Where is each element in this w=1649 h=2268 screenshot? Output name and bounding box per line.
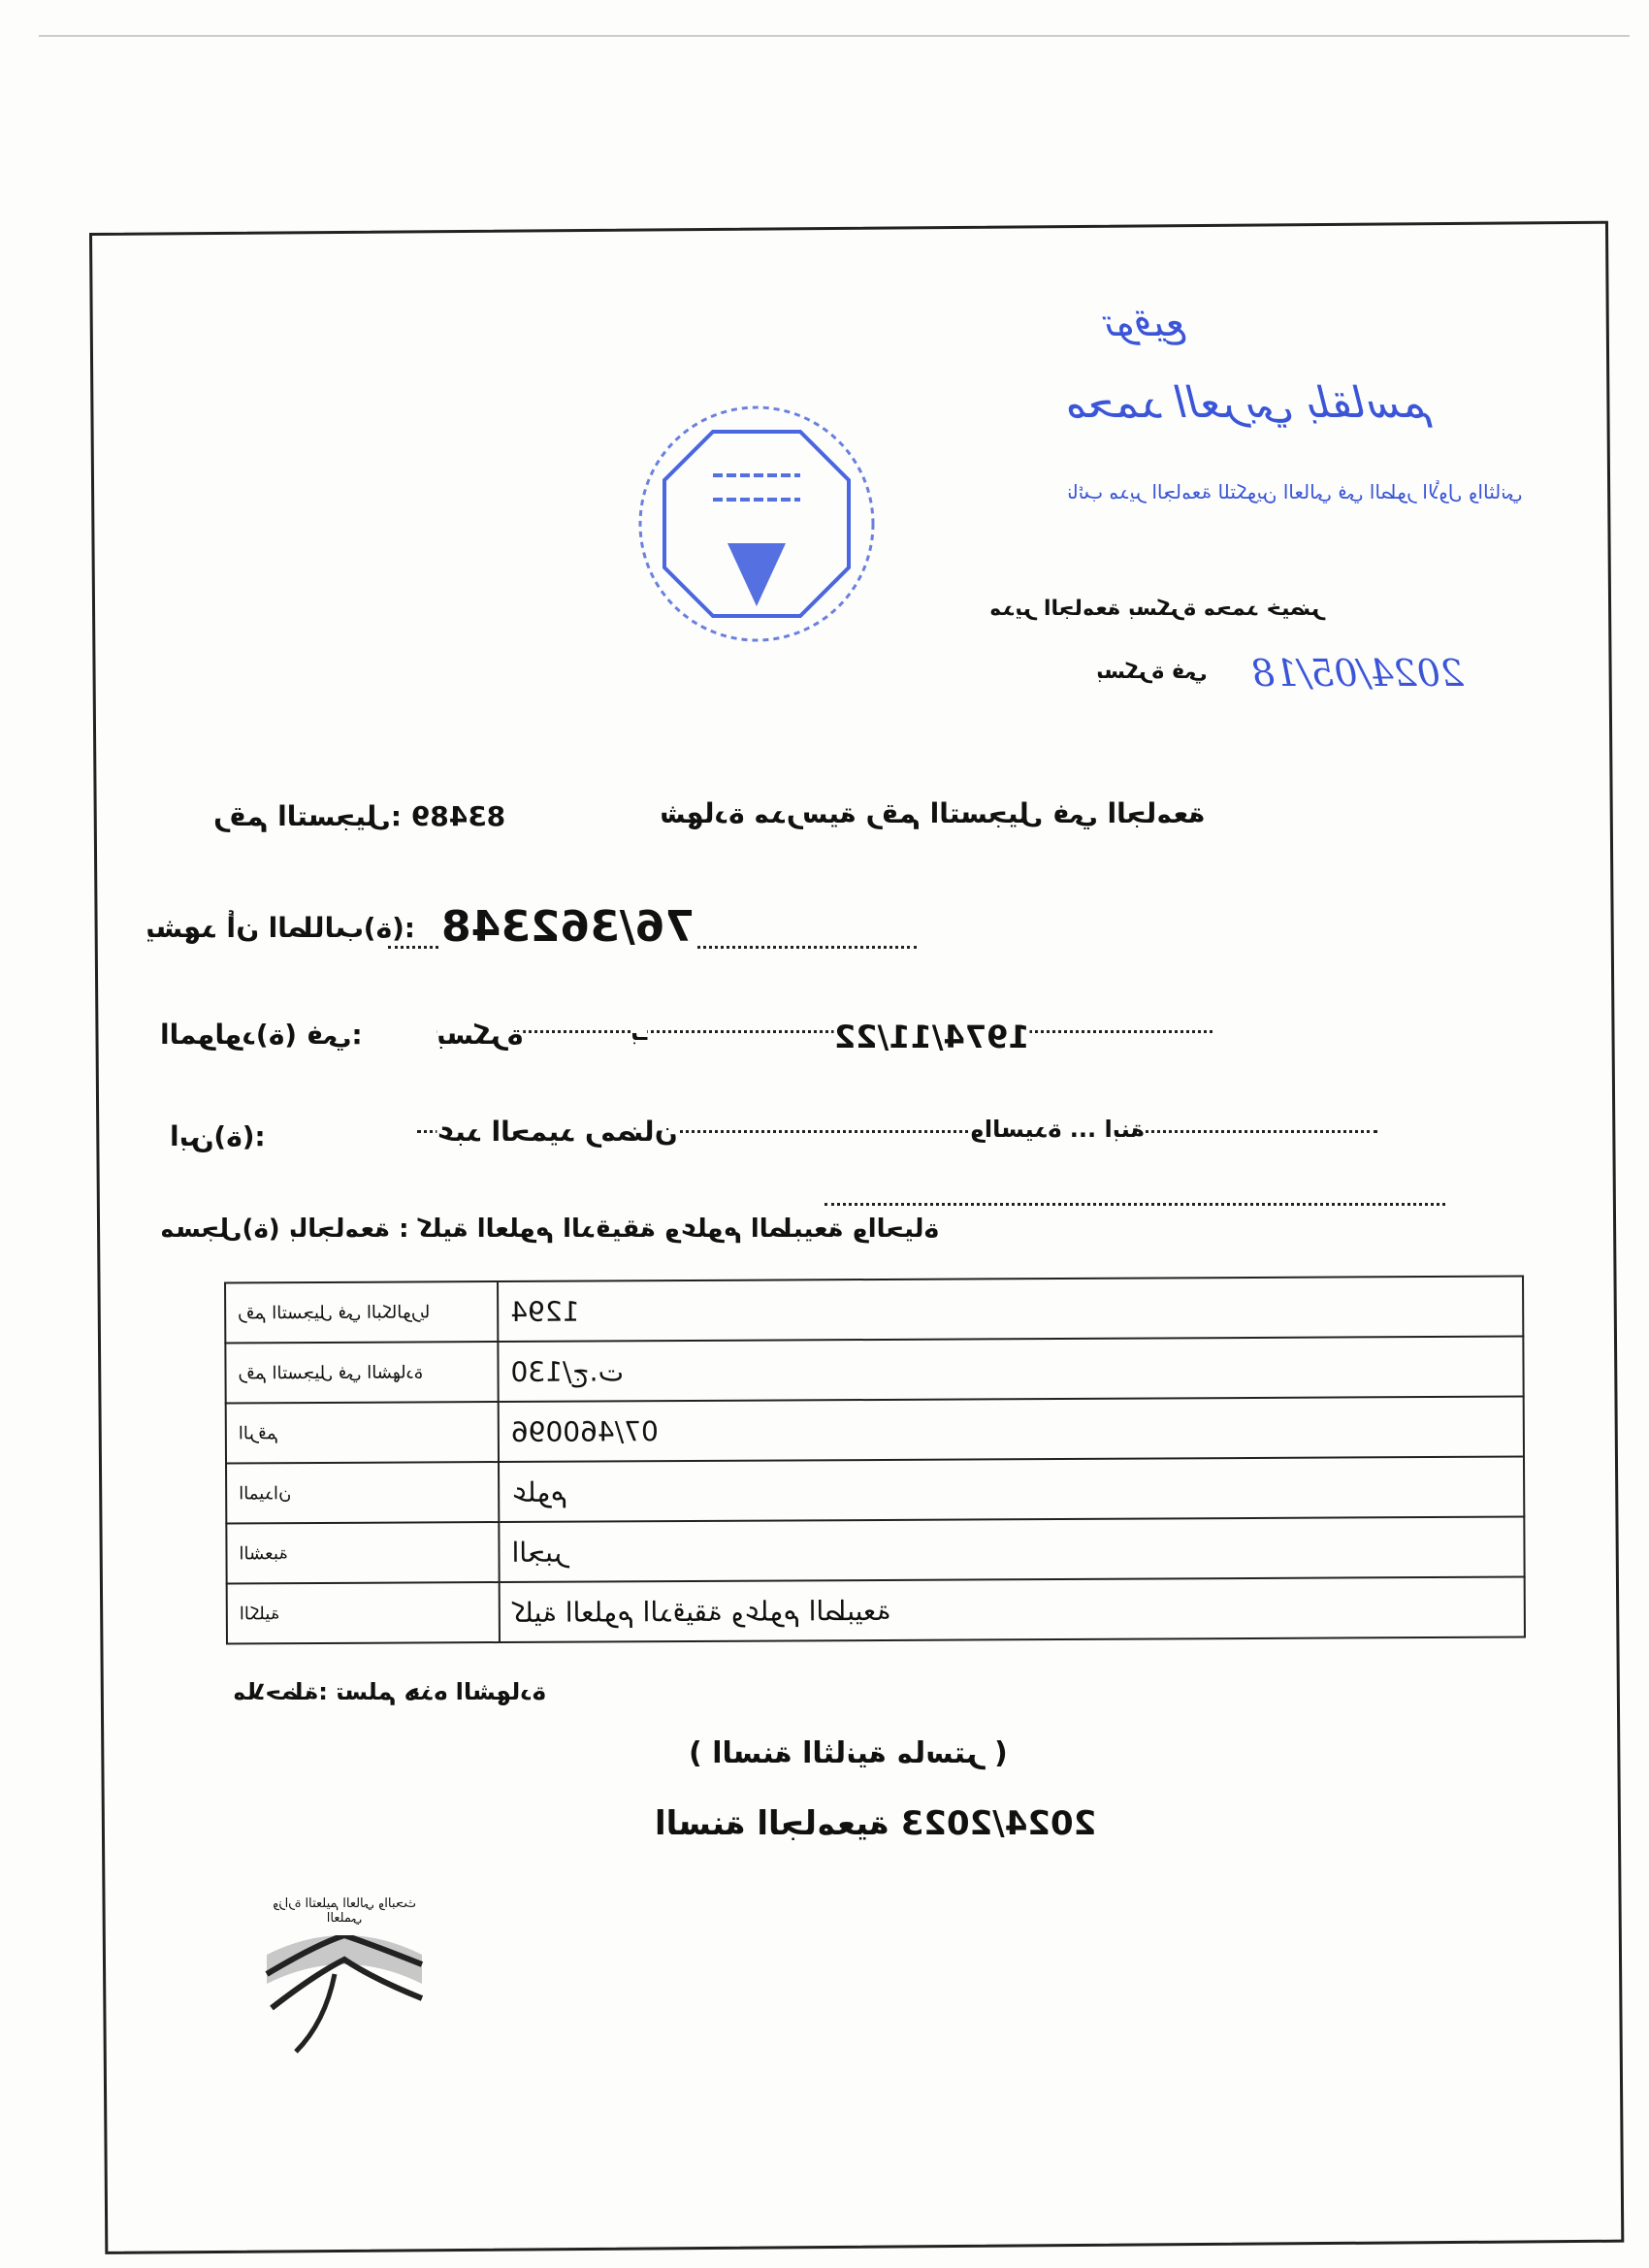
table-row [226,1396,1524,1463]
row-value: الجبر [511,1536,568,1569]
row-label: الرقم [238,1422,278,1443]
parent-label: ابن(ة): [170,1120,266,1152]
parent-value: عبد الحميد رمضان [436,1116,678,1148]
certificate-title: شهادة مدرسية رقم التسجيل في الجامعة [660,797,1206,829]
birth-label: المولود(ة) في: [160,1019,363,1051]
scan-edge-line [39,35,1630,37]
student-value: 76/362348 [441,902,695,952]
row-value: علوم [511,1475,568,1508]
student-label: يشهد أن الطالب(ة): [146,912,416,944]
registration-number: رقم التسجيل: 83489 [213,800,506,832]
info-table [224,1275,1526,1644]
table-row [225,1336,1523,1403]
row-label: رقم التسجيل في البكالوريا [238,1301,431,1323]
row-value: 130/ج.ت [510,1354,624,1388]
place-label: بسكرة في [1096,660,1208,684]
signatory-title: نائب مدير الجامعة للتكوين العالي في الطور الأول والثاني [1067,480,1523,503]
ministry-logo [257,1935,432,2100]
issuer-line: مدير الجامعة بسكرة محمد خيضر [989,597,1325,621]
row-label: رقم التسجيل في الشهادة [238,1361,424,1383]
row-label: الكلية [239,1603,280,1624]
parent-extra: والسيدة ... ابنة [970,1116,1146,1143]
table-row [226,1456,1524,1523]
status-line: ( السنة الثانية ماستر ) [689,1736,1008,1770]
row-label: الشعبة [239,1542,288,1564]
logo-text: وزارة التعليم العالي والبحث العلمي [273,1896,416,1926]
official-stamp [621,398,892,650]
row-value: 07/460096 [510,1414,659,1448]
row-label: الميدان [239,1482,292,1504]
row-value: كلية العلوم الدقيقة وعلوم الطبيعة [511,1594,891,1629]
signature: توقيع [1106,301,1188,345]
dotted-line [824,1203,1445,1206]
birth-place-label: بـ [630,1019,648,1046]
signatory-name: محمد العربي بلقاسم [1067,378,1434,428]
note: ملاحظة: تسلم هذه الشهادة [233,1678,546,1705]
birth-date: 1974/11/22 [834,1019,1030,1055]
row-value: 1294 [510,1295,580,1328]
table-row [226,1516,1524,1583]
table-row [227,1576,1525,1643]
academic-year: السنة الجامعية 2024/2023 [655,1804,1097,1843]
issue-date: 2024/05/18 [1251,652,1465,695]
dotted-line [436,1030,1212,1033]
enrolled-line: مسجل(ة) بالجامعة : كلية العلوم الدقيقة وعلوم الطبيعة والحياة [160,1215,939,1244]
birth-place: بسكرة [436,1019,524,1051]
table-row [225,1276,1523,1343]
